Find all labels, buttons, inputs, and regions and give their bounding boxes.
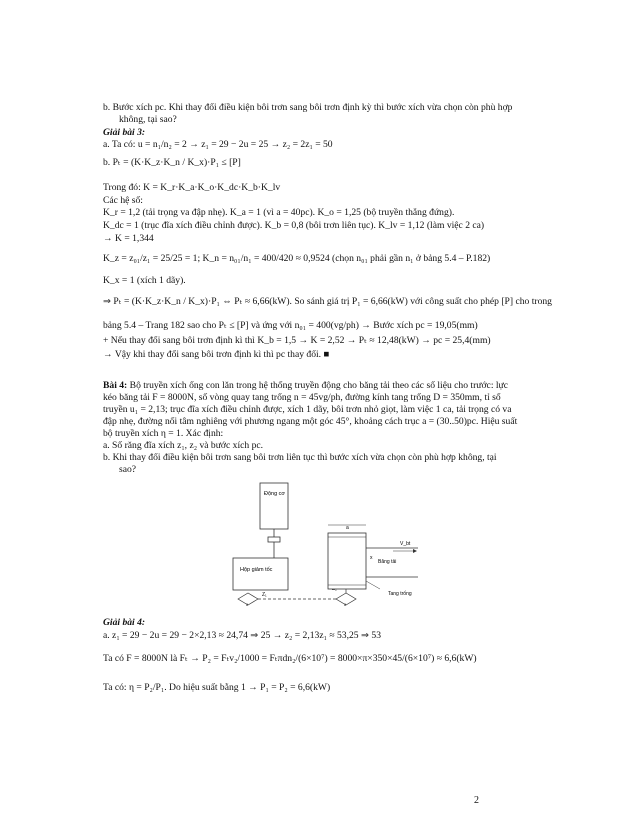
text-line: K_x = 1 (xích 1 dãy). [103,275,186,286]
text-line: b. Pₜ = (K·K_z·K_n / K_x)·P₁ ≤ [P] [103,157,241,168]
text-line: K_r = 1,2 (tải trọng va đập nhẹ). K_a = 1 (vì a = 40pc). K_o = 1,25 (bộ truyền thẳng đứng). [103,207,455,218]
text-line: bộ truyền xích η = 1. Xác định: [103,428,224,439]
text-line: Các hệ số: [103,195,143,206]
text-line: → K = 1,344 [103,233,154,244]
drum-label: Tang trống [388,591,412,597]
text-line: → Vậy khi thay đổi sang bôi trơn định kì thì pc thay đổi. ■ [103,349,330,360]
text-line: Giải bài 3: [103,127,146,138]
text-line: + Nếu thay đổi sang bôi trơn định kì thì K_b = 1,5 → K = 2,52 → Pₜ ≈ 12,48(kW) → pc = 25,4(mm) [103,335,491,346]
text-line: Ta có: η = P₂/P₁. Do hiệu suất bằng 1 → P₁ = P₂ = 6,6(kW) [103,682,331,693]
gearbox-box [233,558,288,590]
conveyor-diagram [228,471,428,611]
x-label-belt: x [370,555,373,561]
text-line: bảng 5.4 – Trang 182 sao cho Pₜ ≤ [P] và ứng với n₀₁ = 400(vg/ph) → Bước xích pc = 19,05(mm) [103,320,478,331]
text-line: K_z = z₀₁/z₁ = 25/25 = 1; K_n = n₀₁/n₁ = 400/420 ≈ 0,9524 (chọn n₀₁ phải gần n₁ ở bảng 5.4 – P.182) [103,253,491,264]
text-line: Bài 4: Bộ truyền xích ống con lăn trong hệ thống truyền động cho băng tải theo các số liệu cho trước: lực [103,380,509,391]
text-line: Giải bài 4: [103,617,146,628]
page-number: 2 [474,795,479,806]
text-line: b. Bước xích pc. Khi thay đổi điều kiện bôi trơn sang bôi trơn định kỳ thì bước xích vừa chọn còn phù hợp [103,102,513,113]
x-label-z2: x [344,602,347,607]
vbt-label: V_bt [400,541,411,547]
belt-label: Băng tải [378,559,397,565]
motor-label: Động cơ [264,491,286,497]
text-line: truyền u₁ = 2,13; trục đĩa xích điều chỉnh được, xích 1 dãy, bôi trơn nhỏ giọt, làm việc 1 ca, tải trọng có va [103,404,512,415]
text-line: không, tại sao? [119,114,177,125]
drum-box [328,533,366,589]
text-line: a. Số răng đĩa xích z₁, z₂ và bước xích pc. [103,440,264,451]
text-line: sao? [119,464,137,475]
text-line: a. Ta có: u = n₁/n₂ = 2 → z₁ = 29 − 2u = 25 → z₂ = 2z₁ = 50 [103,139,333,150]
text-line: Trong đó: K = K_r·K_a·K_o·K_dc·K_b·K_lv [103,182,281,193]
text-line: đập nhẹ, đường nối tâm nghiêng với phương ngang một góc 45°, khoảng cách trục a = (30..50)pc. Hiệu suất [103,416,518,427]
text-line: a. z₁ = 29 − 2u = 29 − 2×2,13 ≈ 24,74 ⇒ 25 → z₂ = 2,13z₁ ≈ 53,25 ⇒ 53 [103,630,382,641]
x-label-z1: x [246,602,249,607]
text-line: ⇒ Pₜ = (K·K_z·K_n / K_x)·P₁ ⇔ Pₜ ≈ 6,66(kW). So sánh giá trị P₁ = 6,66(kW) với công suất cho phép [P] cho trong [103,296,552,307]
text-line: Ta có F = 8000N là Fₜ → P₂ = Fₜv₂/1000 = Fₜπdn₂/(6×10⁷) = 8000×π×350×45/(6×10⁷) ≈ 6,6(kW) [103,653,477,664]
text-line: kéo băng tải F = 8000N, số vòng quay tang trống n = 45vg/ph, đường kính tang trống D = 350mm, tỉ số [103,392,501,403]
coupling [268,537,280,542]
section-title: Bài 4: [103,380,128,391]
a-label: a [346,525,349,531]
text-line: b. Khi thay đổi điều kiện bôi trơn sang bôi trơn liên tục thì bước xích vừa chọn còn phù hợp không, tại [103,452,497,463]
motor-box [260,483,288,529]
text-line: K_dc = 1 (trục đĩa xích điều chỉnh được). K_b = 0,8 (bôi trơn liên tục). K_lv = 1,12 (làm việc 2 ca) [103,220,485,231]
z1-label: Z₁ [262,592,267,598]
gearbox-label: Hộp giảm tốc [240,567,273,573]
